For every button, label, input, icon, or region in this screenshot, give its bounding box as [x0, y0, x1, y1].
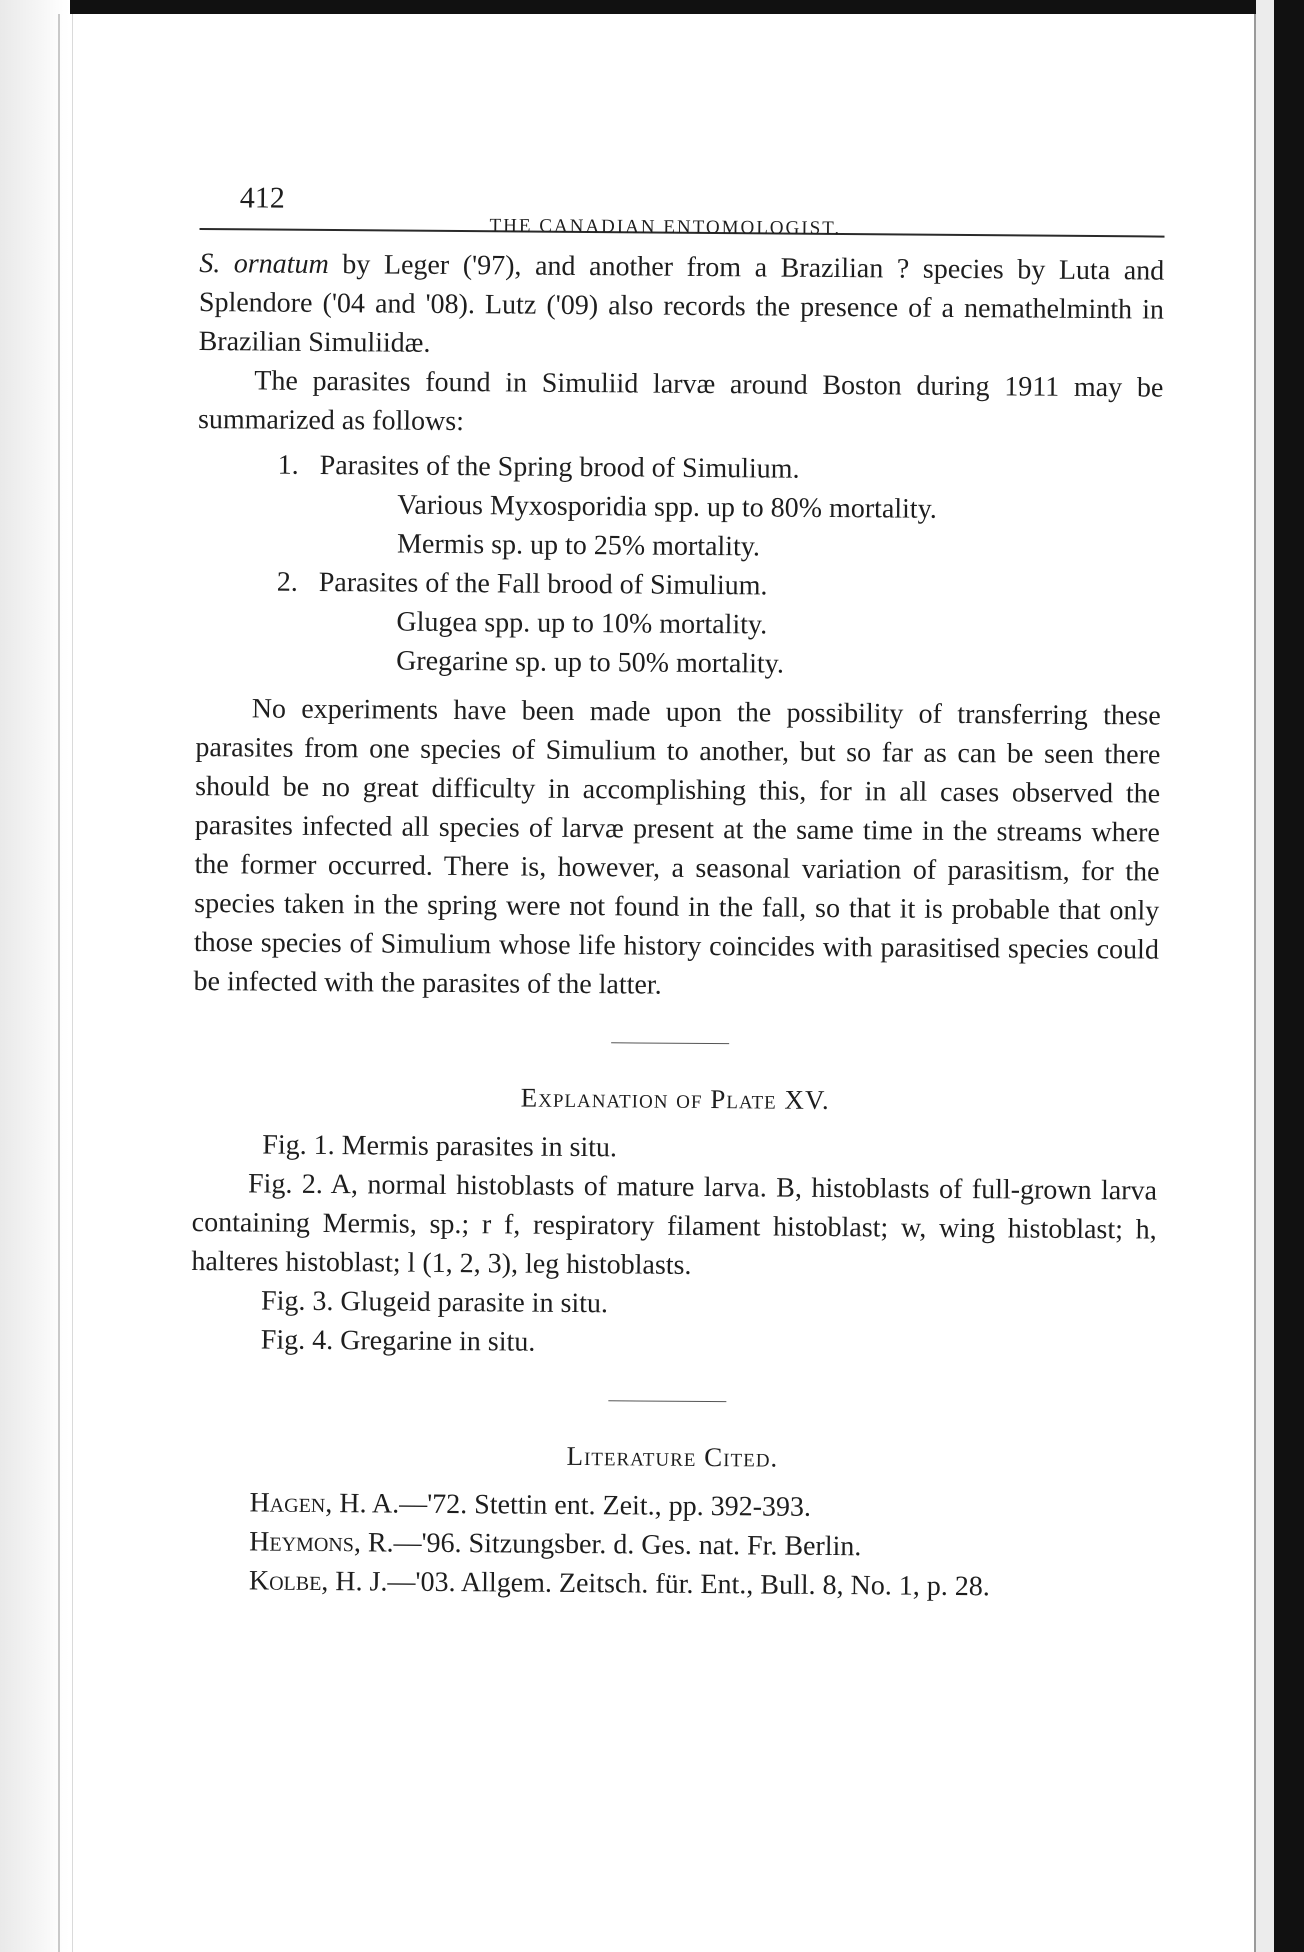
list-number: 2.	[276, 566, 298, 598]
list-label: Parasites of the Spring brood of Simulium.	[319, 449, 800, 485]
reference-text: —'72. Stettin ent. Zeit., pp. 392-393.	[399, 1488, 812, 1523]
scan-right-margin	[1256, 0, 1274, 1952]
figure-caption-3: Fig. 3. Glugeid parasite in situ.	[260, 1285, 609, 1320]
scan-right-border	[1274, 0, 1304, 1952]
reference-entry	[189, 1561, 1154, 1608]
section-divider	[611, 1042, 729, 1044]
figure-caption-1: Fig. 1. Mermis parasites in situ.	[262, 1129, 618, 1164]
scan-top-border	[0, 0, 1304, 14]
reference-author: Heymons, R.	[249, 1526, 394, 1559]
explanation-heading: Explanation of Plate XV.	[520, 1082, 830, 1115]
figure-caption-4: Fig. 4. Gregarine in situ.	[260, 1324, 536, 1358]
paragraph-1	[198, 244, 1164, 369]
list-subitem: Gregarine sp. up to 50% mortality.	[396, 645, 785, 680]
paragraph-1-text: by Leger ('97), and another from a Brazilian ? species by Luta and Splendore ('04 and '08). Lutz ('09) also records the presence of a nemathelminth in Brazilian Simuliidæ.	[198, 249, 1165, 359]
paragraph-2: The parasites found in Simuliid larvæ around Boston during 1911 may be summarized as follows:	[197, 365, 1164, 438]
reference-text: —'03. Allgem. Zeitsch. für. Ent., Bull. 8, No. 1, p. 28.	[387, 1566, 990, 1603]
species-name: S. ornatum	[199, 247, 329, 281]
list-item	[198, 445, 1163, 492]
reference-author: Hagen, H. A.	[249, 1487, 400, 1520]
page-header	[200, 170, 1165, 238]
reference-author: Kolbe, H. J.	[248, 1565, 388, 1598]
document-page	[189, 170, 1165, 1608]
parasite-list	[196, 445, 1163, 687]
list-subitem: Glugea spp. up to 10% mortality.	[396, 606, 768, 641]
page-number: 412	[239, 181, 285, 215]
literature-heading: Literature Cited.	[566, 1440, 779, 1473]
list-label: Parasites of the Fall brood of Simulium.	[318, 566, 768, 602]
figure-caption-2: Fig. 2. A, normal histoblasts of mature larva. B, histoblasts of full-grown larva containing Mermis, sp.; r f, respiratory filament histoblast; w, wing histoblast; h, halteres histoblast; l (1, 2, 3), leg histoblasts.	[191, 1168, 1158, 1281]
reference-text: —'96. Sitzungsber. d. Ges. nat. Fr. Berlin.	[393, 1527, 862, 1563]
section-divider	[608, 1400, 726, 1402]
list-item	[197, 562, 1162, 609]
list-subitem: Mermis sp. up to 25% mortality.	[396, 528, 761, 563]
scan-left-line-inner	[72, 14, 73, 1952]
running-title: THE CANADIAN ENTOMOLOGIST.	[489, 215, 842, 240]
scan-left-line	[58, 14, 60, 1952]
list-subitem: Various Myxosporidia spp. up to 80% mortality.	[397, 489, 937, 525]
paragraph-3: No experiments have been made upon the possibility of transferring these parasites from one species of Simulium to another, but so far as can be seen there should be no great difficulty in accomplishing this, for in all cases observed the parasites infected all species of larvæ present at the same time in the streams where the former occurred. There is, however, a seasonal variation of parasitism, for the species taken in the spring were not found in the fall, so that it is probable that only those species of Simulium whose life history coincides with parasitised species could be infected with the parasites of the latter.	[193, 693, 1161, 1001]
list-number: 1.	[277, 449, 299, 481]
scan-right-line	[1254, 14, 1256, 1952]
